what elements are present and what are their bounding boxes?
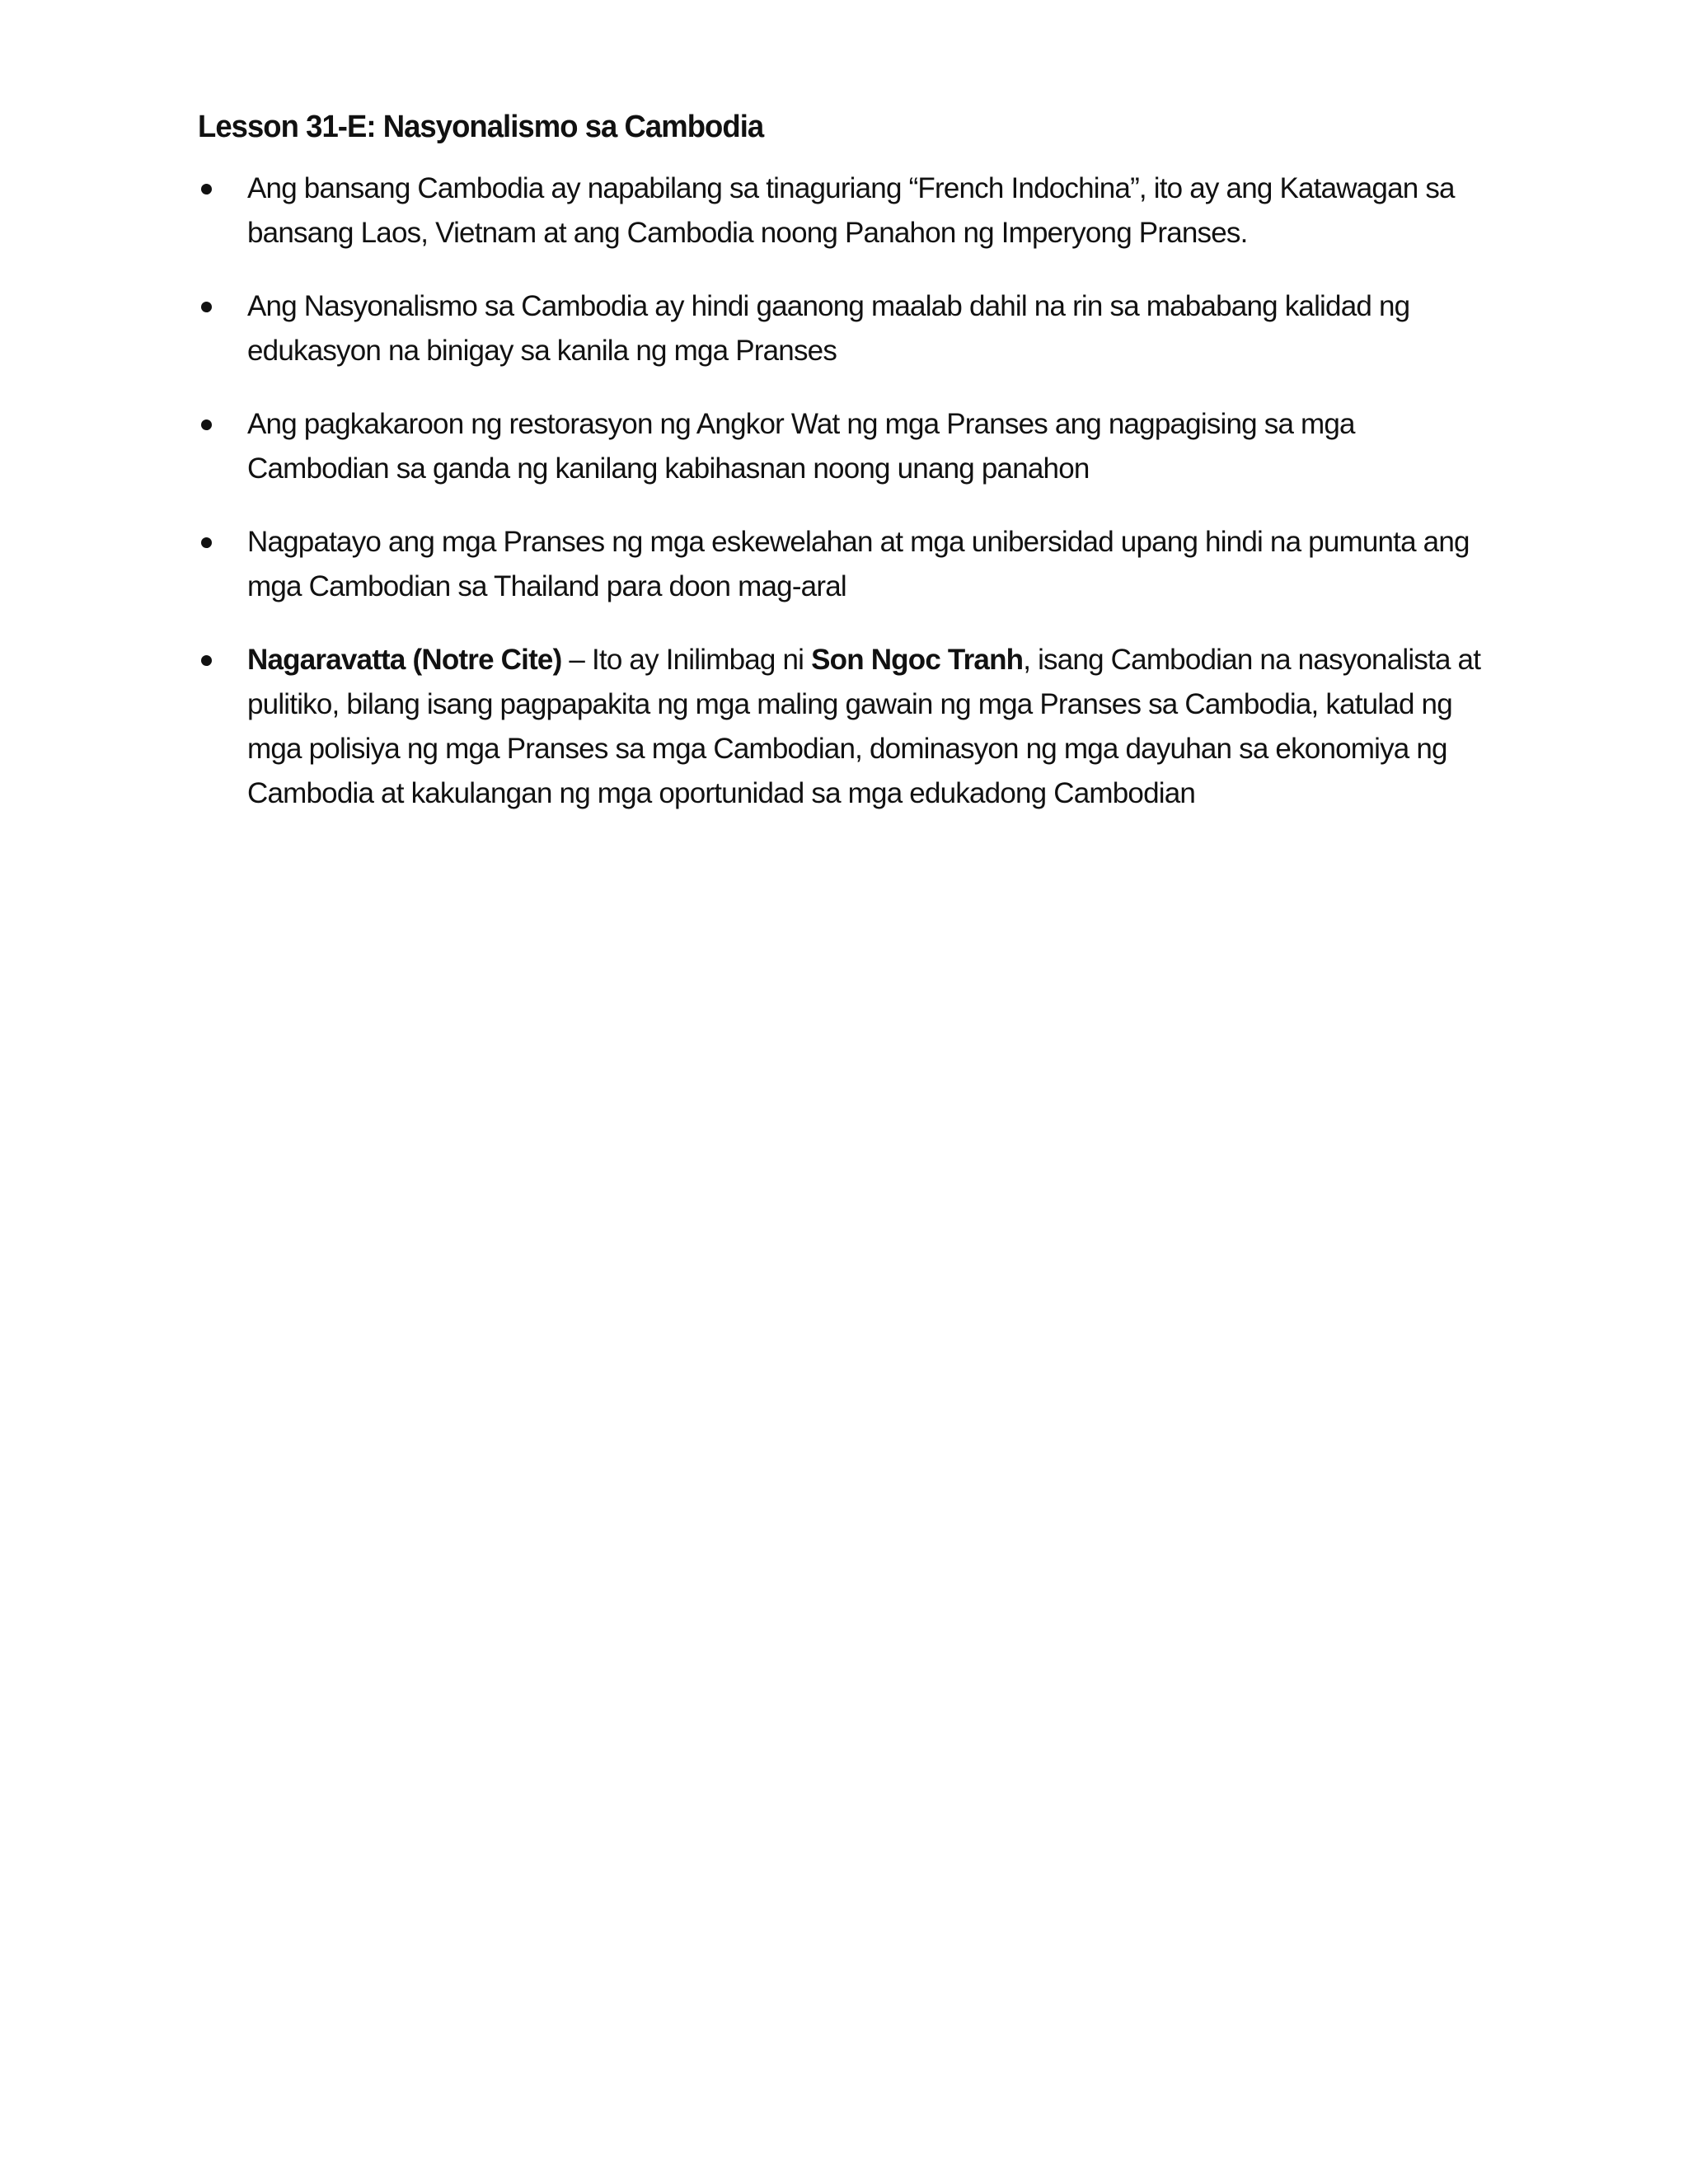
bullet-text: Ang pagkakaroon ng restorasyon ng Angkor Wat ng mga Pranses ang nagpagising sa mga Cambodian sa ganda ng kanilang kabihasnan noong unang panahon (247, 408, 1355, 485)
bullet-item-5 (198, 638, 1500, 816)
bullet-list (198, 166, 1500, 816)
bullet-item-2 (198, 284, 1500, 373)
bullet-item-4 (198, 520, 1500, 609)
bullet-text-part-2: , isang Cambodian na nasyonalista at pulitiko, bilang isang pagpapakita ng mga maling gawain ng mga Pranses sa Cambodia, katulad ng mga polisiya ng mga Pranses sa mga Cambodian, dominasyon ng mga dayuhan sa ekonomiya ng Cambodia at kakulangan ng mga oportunidad sa mga edukadong Cambodian (247, 644, 1481, 809)
bullet-text: Nagpatayo ang mga Pranses ng mga eskewelahan at mga unibersidad upang hindi na pumunta ang mga Cambodian sa Thailand para doon mag-aral (247, 526, 1470, 602)
bullet-term: Nagaravatta (Notre Cite) (247, 644, 562, 676)
bullet-item-1 (198, 166, 1500, 255)
bullet-text: Ang Nasyonalismo sa Cambodia ay hindi gaanong maalab dahil na rin sa mababang kalidad ng edukasyon na binigay sa kanila ng mga Pranses (247, 290, 1410, 367)
bullet-text-part-1: – Ito ay Inilimbag ni (561, 644, 812, 676)
bullet-dot-icon (201, 537, 212, 548)
bullet-item-3 (198, 402, 1500, 491)
bullet-dot-icon (201, 655, 212, 666)
document-content (198, 105, 1500, 845)
bullet-dot-icon (201, 302, 212, 312)
bullet-text: Ang bansang Cambodia ay napabilang sa tinaguriang “French Indochina”, ito ay ang Katawagan sa bansang Laos, Vietnam at ang Cambodia noong Panahon ng Imperyong Pranses. (247, 172, 1455, 249)
bullet-dot-icon (201, 419, 212, 430)
bullet-person-name: Son Ngoc Tranh (811, 644, 1024, 676)
lesson-title: Lesson 31-E: Nasyonalismo sa Cambodia (198, 110, 764, 144)
bullet-dot-icon (201, 184, 212, 194)
